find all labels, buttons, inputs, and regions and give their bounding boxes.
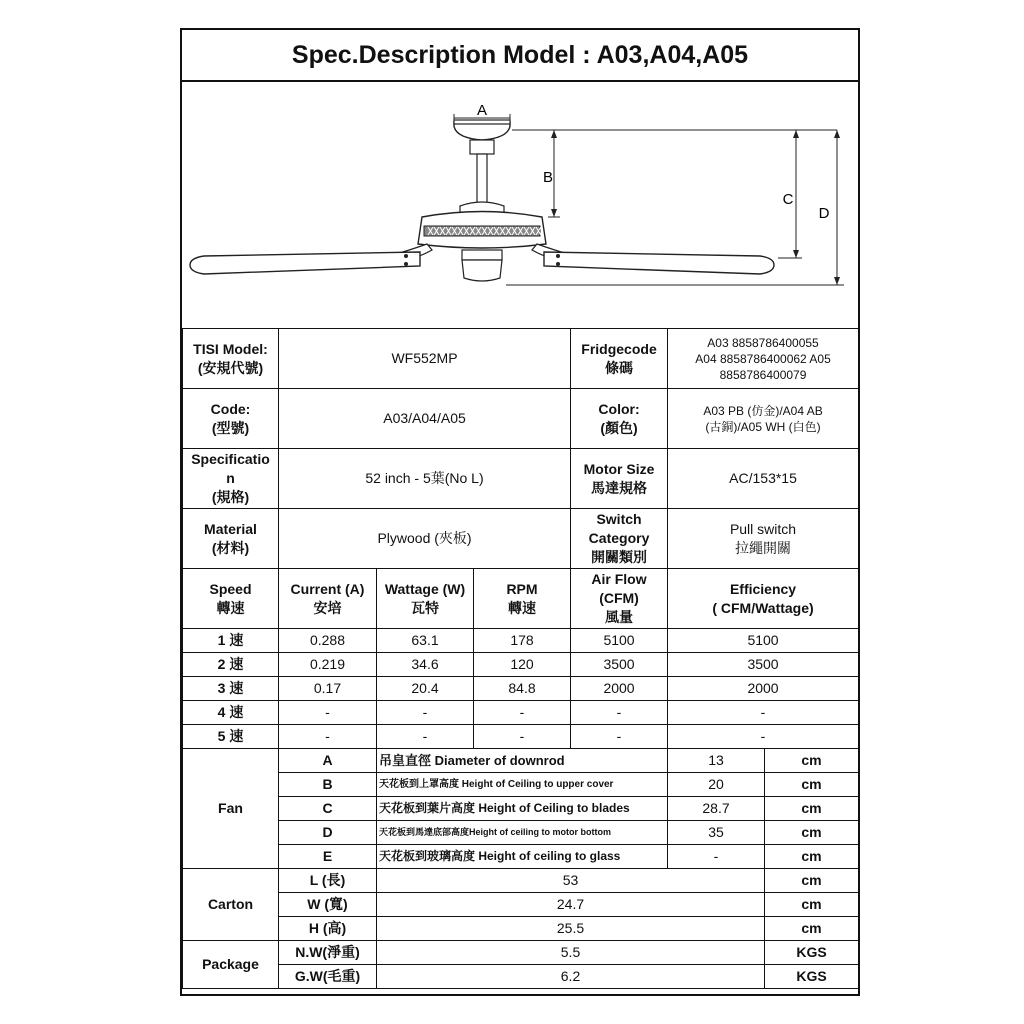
package-row	[183, 965, 859, 989]
package-unit: KGS	[765, 965, 859, 989]
code-value: A03/A04/A05	[279, 389, 571, 449]
rpm-cell: 120	[474, 653, 571, 677]
header-wattage: Wattage (W) 瓦特	[377, 569, 474, 629]
efficiency-cell: 2000	[668, 677, 859, 701]
fan-key: E	[279, 845, 377, 869]
fan-desc: 天花板到上罩高度 Height of Ceiling to upper cover	[377, 773, 668, 797]
fan-unit: cm	[765, 797, 859, 821]
left-blade	[190, 252, 420, 274]
current-cell: -	[279, 701, 377, 725]
speed-cell: 2 速	[183, 653, 279, 677]
speed-cell: 3 速	[183, 677, 279, 701]
current-cell: 0.288	[279, 629, 377, 653]
rpm-cell: -	[474, 725, 571, 749]
carton-row	[183, 893, 859, 917]
fridgecode-value: A03 8858786400055 A04 8858786400062 A05 8858786400079	[668, 329, 859, 389]
airflow-cell: 2000	[571, 677, 668, 701]
spec-sheet	[180, 28, 860, 996]
fan-row	[183, 845, 859, 869]
specification-label: Specificatio n (規格)	[183, 449, 279, 509]
wattage-cell: 20.4	[377, 677, 474, 701]
fan-value: 20	[668, 773, 765, 797]
package-section-label: Package	[183, 941, 279, 989]
current-cell: -	[279, 725, 377, 749]
fan-section-label: Fan	[183, 749, 279, 869]
wattage-cell: 34.6	[377, 653, 474, 677]
carton-key: L (長)	[279, 869, 377, 893]
carton-value: 25.5	[377, 917, 765, 941]
fan-row	[183, 821, 859, 845]
switch-category-label: Switch Category 開關類別	[571, 509, 668, 569]
rpm-cell: 84.8	[474, 677, 571, 701]
speed-row	[183, 653, 859, 677]
motor-size-label: Motor Size 馬達規格	[571, 449, 668, 509]
code-label: Code: (型號)	[183, 389, 279, 449]
switch-housing	[462, 260, 502, 281]
fan-value: 35	[668, 821, 765, 845]
material-label: Material (材料)	[183, 509, 279, 569]
tisi-label: TISI Model: (安規代號)	[183, 329, 279, 389]
speed-row	[183, 725, 859, 749]
speed-cell: 5 速	[183, 725, 279, 749]
airflow-cell: 5100	[571, 629, 668, 653]
carton-key: H (高)	[279, 917, 377, 941]
fridgecode-label: Fridgecode 條碼	[571, 329, 668, 389]
header-current: Current (A) 安培	[279, 569, 377, 629]
fan-unit: cm	[765, 773, 859, 797]
carton-unit: cm	[765, 869, 859, 893]
fan-desc: 天花板到玻璃高度 Height of ceiling to glass	[377, 845, 668, 869]
fan-key: C	[279, 797, 377, 821]
fan-dimension-drawing	[182, 82, 858, 328]
fan-unit: cm	[765, 749, 859, 773]
rpm-cell: 178	[474, 629, 571, 653]
dim-c-label: C	[782, 191, 794, 208]
speed-cell: 1 速	[183, 629, 279, 653]
color-label: Color: (顏色)	[571, 389, 668, 449]
header-efficiency: Efficiency ( CFM/Wattage)	[668, 569, 859, 629]
airflow-cell: -	[571, 725, 668, 749]
info-row-specification	[183, 449, 859, 509]
fan-unit: cm	[765, 821, 859, 845]
fan-key: B	[279, 773, 377, 797]
speed-cell: 4 速	[183, 701, 279, 725]
color-value: A03 PB (仿金)/A04 AB (古銅)/A05 WH (白色)	[668, 389, 859, 449]
airflow-cell: -	[571, 701, 668, 725]
fan-desc: 天花板到馬達底部高度Height of ceiling to motor bottom	[377, 821, 668, 845]
carton-value: 24.7	[377, 893, 765, 917]
fan-key: D	[279, 821, 377, 845]
specification-value: 52 inch - 5葉(No L)	[279, 449, 571, 509]
carton-row	[183, 869, 859, 893]
current-cell: 0.219	[279, 653, 377, 677]
fan-diagram	[182, 82, 858, 328]
fan-value: 13	[668, 749, 765, 773]
canopy	[454, 122, 510, 140]
right-blade	[544, 252, 774, 274]
fan-key: A	[279, 749, 377, 773]
carton-unit: cm	[765, 893, 859, 917]
package-key: N.W(淨重)	[279, 941, 377, 965]
fan-desc: 吊皇直徑 Diameter of downrod	[377, 749, 668, 773]
fan-row	[183, 797, 859, 821]
speed-row	[183, 677, 859, 701]
dim-b-label: B	[542, 169, 554, 186]
header-rpm: RPM 轉速	[474, 569, 571, 629]
fan-value: 28.7	[668, 797, 765, 821]
package-value: 6.2	[377, 965, 765, 989]
speed-row	[183, 629, 859, 653]
carton-row	[183, 917, 859, 941]
carton-key: W (寬)	[279, 893, 377, 917]
info-row-code	[183, 389, 859, 449]
material-value: Plywood (夾板)	[279, 509, 571, 569]
efficiency-cell: 5100	[668, 629, 859, 653]
efficiency-cell: -	[668, 701, 859, 725]
wattage-cell: -	[377, 701, 474, 725]
switch-category-value: Pull switch 拉繩開關	[668, 509, 859, 569]
header-speed: Speed 轉速	[183, 569, 279, 629]
dim-a-label: A	[476, 102, 488, 119]
dim-d-label: D	[818, 205, 830, 222]
carton-unit: cm	[765, 917, 859, 941]
fan-row	[183, 749, 859, 773]
info-row-material	[183, 509, 859, 569]
wattage-cell: 63.1	[377, 629, 474, 653]
spec-table	[182, 328, 859, 989]
package-row	[183, 941, 859, 965]
package-key: G.W(毛重)	[279, 965, 377, 989]
current-cell: 0.17	[279, 677, 377, 701]
header-airflow: Air Flow (CFM) 風量	[571, 569, 668, 629]
wattage-cell: -	[377, 725, 474, 749]
fan-desc: 天花板到葉片高度 Height of Ceiling to blades	[377, 797, 668, 821]
airflow-cell: 3500	[571, 653, 668, 677]
speed-header-row	[183, 569, 859, 629]
fan-row	[183, 773, 859, 797]
fan-unit: cm	[765, 845, 859, 869]
efficiency-cell: 3500	[668, 653, 859, 677]
package-unit: KGS	[765, 941, 859, 965]
carton-section-label: Carton	[183, 869, 279, 941]
downrod	[477, 154, 487, 206]
tisi-value: WF552MP	[279, 329, 571, 389]
fan-value: -	[668, 845, 765, 869]
efficiency-cell: -	[668, 725, 859, 749]
motor-size-value: AC/153*15	[668, 449, 859, 509]
page-title: Spec.Description Model : A03,A04,A05	[182, 30, 858, 82]
rpm-cell: -	[474, 701, 571, 725]
speed-row	[183, 701, 859, 725]
carton-value: 53	[377, 869, 765, 893]
package-value: 5.5	[377, 941, 765, 965]
info-row-tisi	[183, 329, 859, 389]
